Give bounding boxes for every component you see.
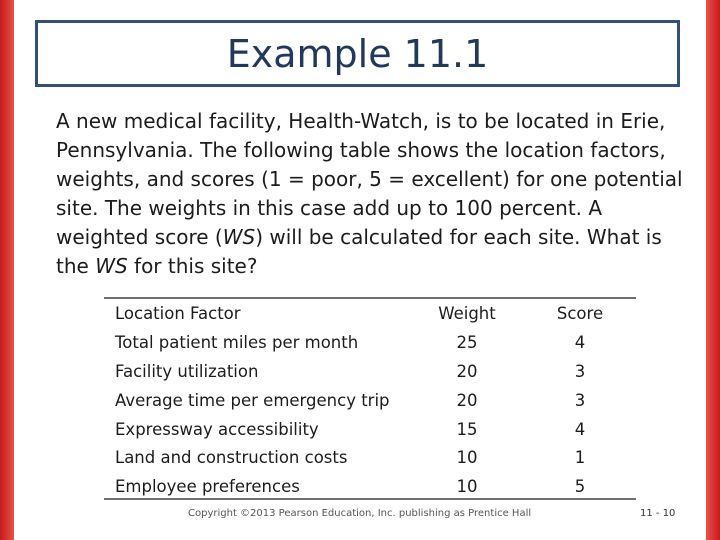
- ws-term: WS: [222, 225, 256, 249]
- score-cell: 5: [574, 477, 586, 496]
- factor-cell: Employee preferences: [115, 477, 300, 496]
- weight-cell: 20: [456, 362, 478, 381]
- score-cell: 1: [574, 448, 586, 467]
- weight-cell: 15: [456, 420, 478, 439]
- table-row: [104, 416, 636, 444]
- header-weight: Weight: [438, 304, 496, 323]
- weight-cell: 25: [456, 333, 478, 352]
- table-row: [104, 444, 636, 472]
- factor-cell: Average time per emergency trip: [115, 391, 390, 410]
- score-cell: 3: [574, 391, 586, 410]
- page-number: 11 - 10: [640, 508, 676, 519]
- ws-term: WS: [95, 254, 128, 278]
- table-row: [104, 329, 636, 357]
- factor-cell: Land and construction costs: [115, 448, 348, 467]
- header-score: Score: [556, 304, 604, 323]
- factor-cell: Expressway accessibility: [115, 420, 319, 439]
- weight-cell: 10: [456, 448, 478, 467]
- header-location-factor: Location Factor: [115, 304, 241, 323]
- table-row: [104, 473, 636, 501]
- location-factor-table: [104, 297, 636, 500]
- table-header-row: [104, 300, 636, 328]
- problem-text-part1: A new medical facility, Health-Watch, is to be located in Erie, Pennsylvania. The following table shows the location factors, weights, and scores (1 = poor, 5 = excellent) for one potential site. The weights in this case add up to 100 percent. A weighted score (: [56, 109, 683, 249]
- table-row: [104, 358, 636, 386]
- problem-statement: [56, 107, 684, 281]
- right-frame-bar: [706, 0, 720, 540]
- copyright-footer: Copyright ©2013 Pearson Education, Inc. publishing as Prentice Hall: [188, 508, 532, 519]
- slide-title: Example 11.1: [226, 31, 489, 76]
- problem-text-part2: ) will be calculated for each site. What is the: [56, 225, 662, 278]
- score-cell: 4: [574, 420, 586, 439]
- weight-cell: 20: [456, 391, 478, 410]
- title-box: [35, 20, 680, 87]
- factor-cell: Total patient miles per month: [115, 333, 359, 352]
- table-row: [104, 387, 636, 415]
- problem-text-part3: for this site?: [127, 254, 258, 278]
- factor-cell: Facility utilization: [115, 362, 259, 381]
- left-frame-bar: [0, 0, 14, 540]
- score-cell: 3: [574, 362, 586, 381]
- score-cell: 4: [574, 333, 586, 352]
- weight-cell: 10: [456, 477, 478, 496]
